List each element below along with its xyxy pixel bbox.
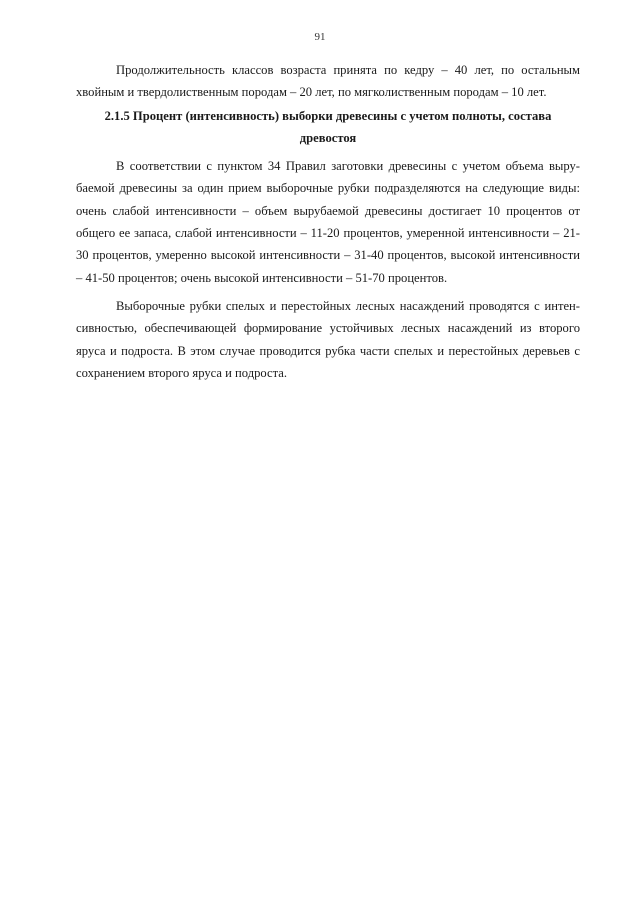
body-paragraph-1: В соответствии с пунктом 34 Правил заготовки древесины с учетом объема вырубаемой древесины за один прием выборочные рубки подразделяются на следующие виды: очень слабой интенсивности – объем вырубаемой древесины достигает 10 процентов от общего ее запаса, слабой интенсивности – 11-20 процентов, умеренной интенсивности – 21-30 процентов, умеренно высокой интенсивности – 31-40 процентов, высокой интенсивности – 41-50 процентов; очень высокой интенсивности – 51-70 процентов. <box>76 159 580 285</box>
page-number: 91 <box>314 31 326 43</box>
section-heading: 2.1.5 Процент (интенсивность) выборки древесины с учетом полноты, состава древостоя <box>104 108 552 145</box>
body-paragraph-2: Выборочные рубки спелых и перестойных лесных насаждений проводятся с интенсивностью, обеспечивающей формирование устойчивых лесных насаждений из второго яруса и подроста. В этом случае проводится рубка части спелых и перестойных деревьев с сохранением второго яруса и подроста. <box>76 298 580 380</box>
page-content <box>76 59 580 384</box>
intro-paragraph: Продолжительность классов возраста принята по кедру – 40 лет, по остальным хвойным и твердолиственным породам – 20 лет, по мягколиственным породам – 10 лет. <box>76 63 580 100</box>
